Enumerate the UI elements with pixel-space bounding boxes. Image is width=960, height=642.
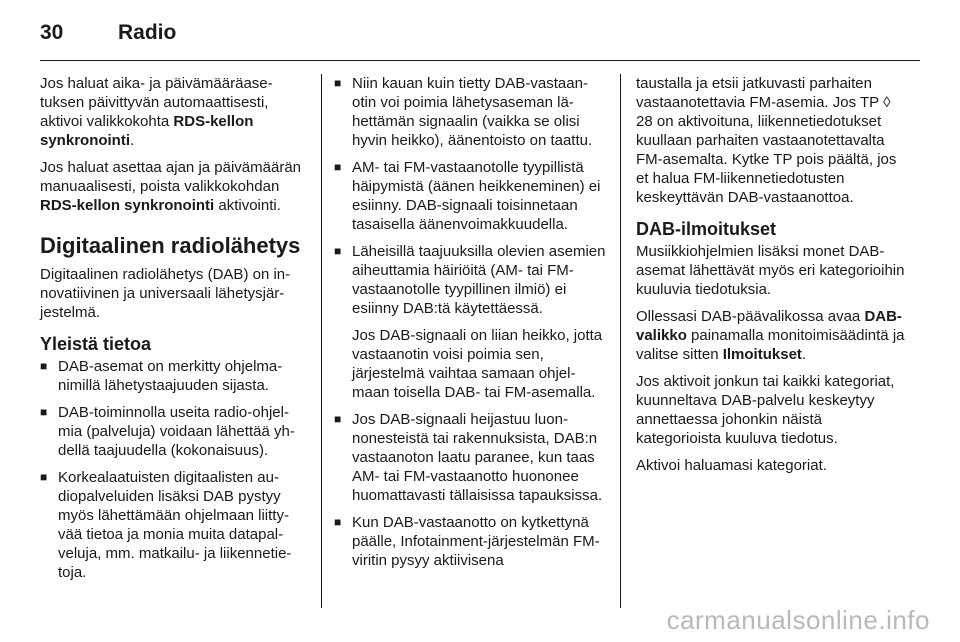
column-divider-2: [620, 74, 621, 608]
list-item: ■ Jos DAB-signaali heijastuu luonnonesteistä tai rakennuksista, DAB:n vastaanoton laatu paranee, kun taas AM- tai FM-vastaanotto huononee huomattavasti tällaisissa tapauksissa.: [334, 411, 603, 504]
list-item: ■ DAB-toiminnolla useita radio-ohjelmia (palveluja) voidaan lähettää yhdellä taajuudella (kokonaisuus).: [40, 404, 295, 459]
bullet-icon: ■: [40, 405, 48, 419]
subheading-dab-announcements: DAB-ilmoitukset: [636, 219, 777, 239]
column-divider-1: [321, 74, 322, 608]
paragraph-categories: Jos aktivoit jonkun tai kaikki kategoriat, kuunneltava DAB-palvelu keskeytyy annettaessa johonkin näistä kategorioista kuuluva tiedotus.: [636, 373, 895, 447]
page-number: 30: [40, 21, 64, 44]
bullet-icon: ■: [334, 244, 342, 258]
paragraph-dab-intro: Digitaalinen radiolähetys (DAB) on innovatiivinen ja universaali lähetysjärjestelmä.: [40, 266, 291, 321]
list-item-continuation: Jos DAB-signaali on liian heikko, jotta vastaanotin voisi poimia sen, järjestelmä vaihtaa samaan ohjelmaan toisella DAB- tai FM-asemalla.: [352, 327, 603, 401]
column-3: [636, 74, 908, 483]
bullet-icon: ■: [40, 470, 48, 484]
bullet-icon: ■: [334, 515, 342, 529]
paragraph-activate: Aktivoi haluamasi kategoriat.: [636, 457, 827, 474]
header-divider: [40, 60, 920, 61]
menu-term: Ilmoitukset: [722, 346, 802, 363]
menu-term: RDS-kellon synkronointi: [40, 197, 215, 214]
bullet-icon: ■: [334, 412, 342, 426]
subheading-general-info: Yleistä tietoa: [40, 334, 152, 354]
bullet-icon: ■: [334, 76, 342, 90]
bullet-list: [334, 410, 606, 570]
list-item: ■ AM- tai FM-vastaanotolle tyypillistä häipymistä (äänen heikkeneminen) ei esiinny. DAB-signaali toisinnetaan tasaisella äänenvoimakkuudella.: [334, 159, 601, 233]
paragraph-fm-background: taustalla ja etsii jatkuvasti parhaiten vastaanotettavia FM-asemia. Jos TP ◊ 28 on aktivoituna, liikennetiedotukset kuullaan parhaiten vastaanotettavalta FM-asemalta. Kytke TP pois päältä, jos et halua FM-liikennetiedotusten keskeyttävän DAB-vastaanottoa.: [636, 75, 897, 206]
column-2: [334, 74, 606, 578]
list-item: ■ Läheisillä taajuuksilla olevien asemien aiheuttamia häiriöitä (AM- tai FM-vastaanotolle tyypillinen ilmiö) ei esiinny DAB:tä käytettäessä.: [334, 243, 606, 317]
bullet-list: [40, 357, 308, 582]
paragraph-announcements-menu: Ollessasi DAB-päävalikossa avaa DAB-valikko painamalla monitoimisäädintä ja valitse sitten Ilmoitukset.: [636, 308, 905, 363]
column-1: [40, 74, 308, 590]
paragraph-announcements-intro: Musiikkiohjelmien lisäksi monet DAB-asemat lähettävät myös eri kategorioihin kuuluvia tiedotuksia.: [636, 243, 905, 298]
paragraph-rds-auto: Jos haluat aika- ja päivämääräasetuksen päivittyvän automaattisesti, aktivoi valikkokohta RDS-kellon synkronointi.: [40, 75, 273, 149]
bullet-list: [334, 74, 606, 318]
reference-arrow-icon[interactable]: ◊: [883, 94, 891, 111]
list-item: ■ DAB-asemat on merkitty ohjelmanimillä lähetystaajuuden sijasta.: [40, 358, 283, 394]
bullet-icon: ■: [334, 160, 342, 174]
bullet-icon: ■: [40, 359, 48, 373]
paragraph-rds-manual: Jos haluat asettaa ajan ja päivämäärän manuaalisesti, poista valikkokohdan RDS-kellon synkronointi aktivointi.: [40, 159, 302, 214]
page-title: Radio: [118, 21, 177, 44]
menu-term: DAB-valikko: [636, 308, 902, 344]
list-item: ■ Korkealaatuisten digitaalisten audiopalveluiden lisäksi DAB pystyy myös lähettämään ohjelmaan liittyvää tietoa ja monia muita datapalveluja, mm. matkailu- ja liikennetietoja.: [40, 469, 292, 581]
section-heading-dab: Digitaalinen radiolähetys: [40, 233, 301, 258]
watermark: carmanualsonline.info: [666, 605, 930, 635]
menu-term: RDS-kellon synkronointi: [40, 113, 254, 149]
page-header: [40, 18, 176, 48]
list-item: ■ Niin kauan kuin tietty DAB-vastaanotin voi poimia lähetysaseman lähettämän signaalin (vaikka se olisi hyvin heikko), äänentoisto on taattu.: [334, 75, 593, 149]
list-item: ■ Kun DAB-vastaanotto on kytkettynä päälle, Infotainment-järjestelmän FM-viritin pysyy aktiivisena: [334, 514, 600, 569]
